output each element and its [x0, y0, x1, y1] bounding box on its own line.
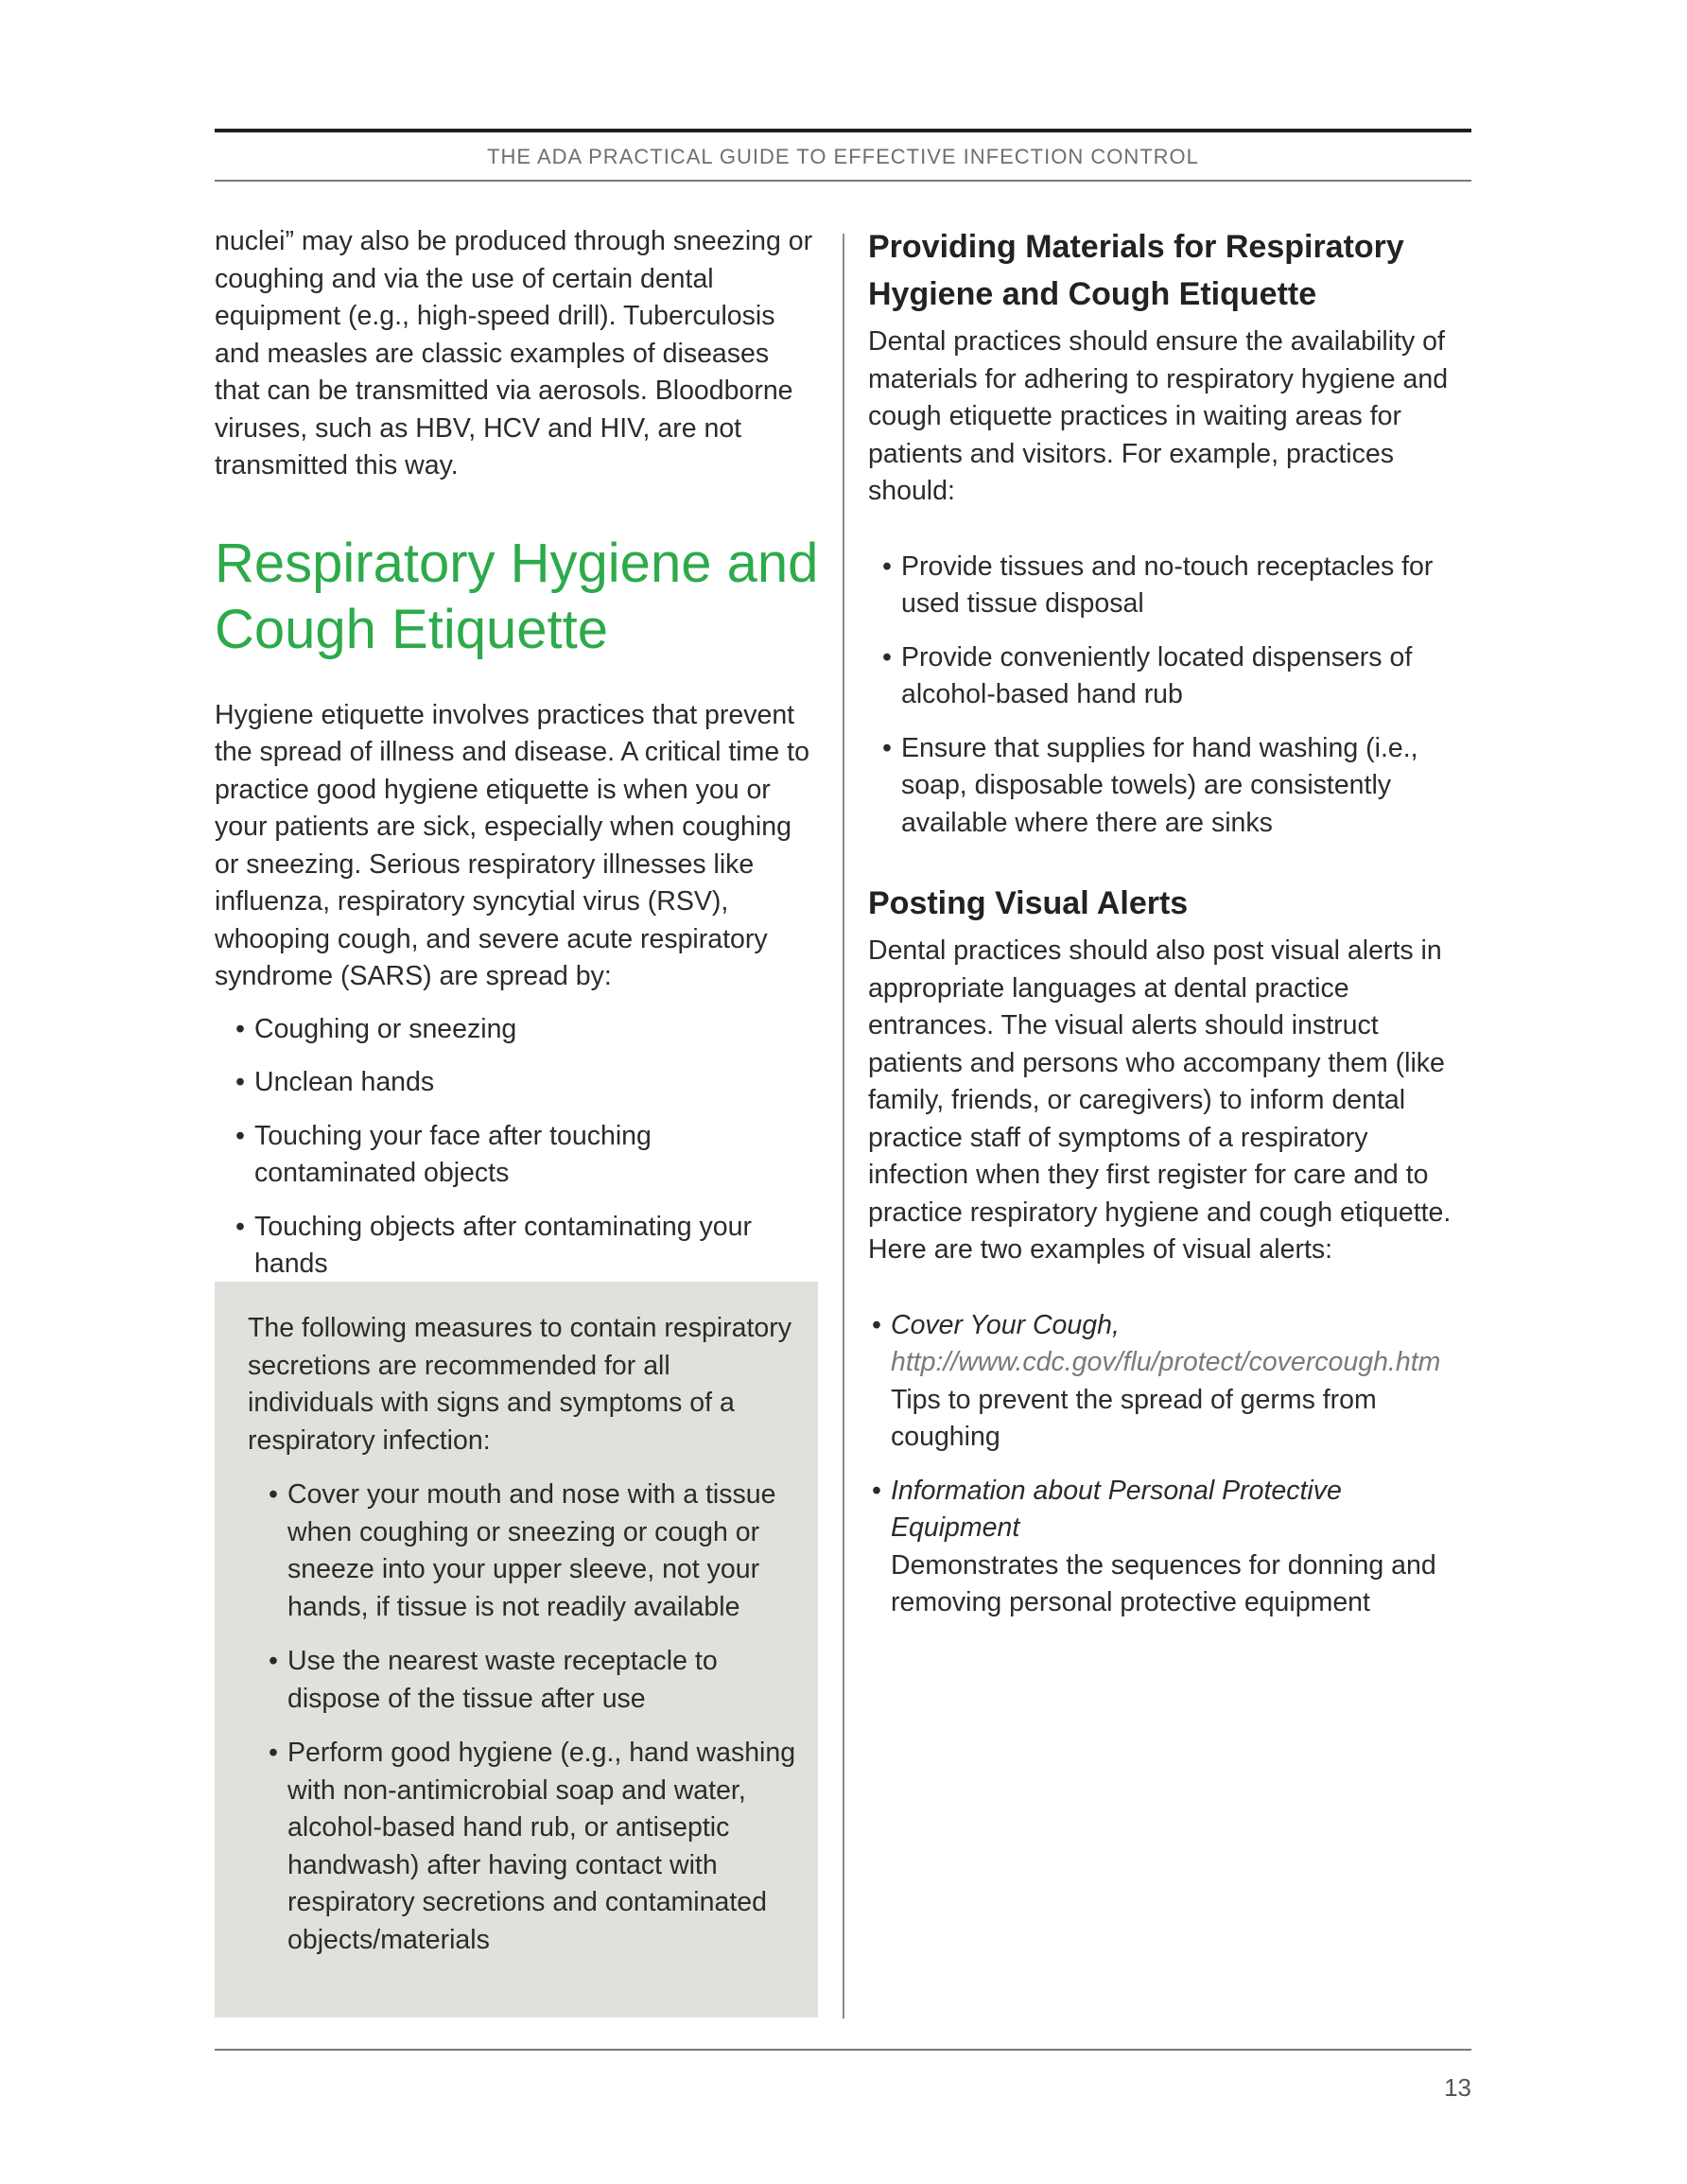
bullet-icon: •: [235, 1013, 245, 1044]
list-item: • Unclean hands: [254, 1064, 820, 1102]
bullet-icon: •: [882, 550, 892, 582]
column-divider: [843, 234, 844, 2018]
right-column: [868, 223, 1473, 1638]
bullet-icon: •: [269, 1479, 278, 1510]
section-heading: [215, 531, 820, 663]
header-underline: [215, 180, 1471, 182]
bullet-icon: •: [235, 1067, 245, 1097]
header-rule: [215, 129, 1471, 132]
materials-heading: Providing Materials for Respiratory Hygiene and Cough Etiquette: [868, 229, 1404, 312]
bullet-icon: •: [269, 1738, 278, 1768]
left-column: [215, 223, 820, 1300]
alert-description: Demonstrates the sequences for donning and removing personal protective equipment: [891, 1549, 1436, 1617]
materials-list: [868, 549, 1473, 843]
bullet-icon: •: [882, 732, 892, 763]
alert-link[interactable]: http://www.cdc.gov/flu/protect/covercough.htm: [891, 1347, 1441, 1377]
alert-description: Tips to prevent the spread of germs from coughing: [891, 1384, 1377, 1452]
list-item: • Provide tissues and no-touch receptacles for used tissue disposal: [901, 549, 1473, 623]
list-item: • Ensure that supplies for hand washing (i.e., soap, disposable towels) are consistently available where there are sinks: [901, 730, 1473, 843]
running-header: THE ADA PRACTICAL GUIDE TO EFFECTIVE INFECTION CONTROL: [487, 145, 1199, 168]
alert-title: Information about Personal Protective Equipment: [891, 1475, 1342, 1543]
list-item: • Touching your face after touching contaminated objects: [254, 1118, 820, 1193]
bullet-icon: •: [872, 1309, 881, 1340]
spread-list: [215, 1011, 820, 1284]
bullet-icon: •: [235, 1211, 245, 1242]
section-heading-line2: Cough Etiquette: [215, 598, 608, 660]
list-item: • Use the nearest waste receptacle to dispose of the tissue after use: [287, 1643, 796, 1718]
list-item: • Cover your mouth and nose with a tissue when coughing or sneezing or cough or sneeze into your upper sleeve, not your hands, if tissue is not readily available: [287, 1476, 796, 1626]
list-item: • Perform good hygiene (e.g., hand washing with non-antimicrobial soap and water, alcohol-based hand rub, or antiseptic handwash) after having contact with respiratory secretions and contaminated objects/materials: [287, 1735, 796, 1959]
callout-intro: The following measures to contain respiratory secretions are recommended for all individuals with signs and symptoms of a respiratory infection:: [248, 1313, 792, 1456]
bullet-icon: •: [269, 1646, 278, 1676]
bullet-icon: •: [882, 641, 892, 673]
list-item: • Coughing or sneezing: [254, 1011, 820, 1049]
callout-content: [248, 1310, 796, 1976]
footer-rule: [215, 2049, 1471, 2051]
hygiene-paragraph: Hygiene etiquette involves practices that prevent the spread of illness and disease. A critical time to practice good hygiene etiquette is when you or your patients are sick, especially when coughing or sneezing. Serious respiratory illnesses like influenza, respiratory syncytial virus (RSV), whooping cough, and severe acute respiratory syndrome (SARS) are spread by:: [215, 699, 809, 991]
list-item: [872, 1307, 1473, 1457]
list-item: • Provide conveniently located dispensers of alcohol-based hand rub: [901, 639, 1473, 714]
page-number: 13: [1444, 2073, 1471, 2102]
intro-paragraph: nuclei” may also be produced through sneezing or coughing and via the use of certain dental equipment (e.g., high-speed drill). Tuberculosis and measles are classic examples of diseases that can be transmitted via aerosols. Bloodborne viruses, such as HBV, HCV and HIV, are not transmitted this way.: [215, 226, 813, 480]
alerts-list: [868, 1307, 1473, 1622]
callout-list: [248, 1476, 796, 1959]
bullet-icon: •: [235, 1120, 245, 1151]
alert-title: Cover Your Cough,: [891, 1309, 1120, 1340]
visual-alerts-paragraph: Dental practices should also post visual alerts in appropriate languages at dental practice entrances. The visual alerts should instruct patients and persons who accompany them (like family, friends, or caregivers) to inform dental practice staff of symptoms of a respiratory infection when they first register for care and to practice respiratory hygiene and cough etiquette. Here are two examples of visual alerts:: [868, 935, 1452, 1265]
visual-alerts-heading: Posting Visual Alerts: [868, 885, 1189, 921]
list-item: • Touching objects after contaminating your hands: [254, 1209, 820, 1284]
bullet-icon: •: [872, 1475, 881, 1506]
materials-paragraph: Dental practices should ensure the availability of materials for adhering to respiratory hygiene and cough etiquette practices in waiting areas for patients and visitors. For example, practices should:: [868, 326, 1449, 506]
list-item: [872, 1473, 1473, 1622]
callout-box: [215, 1282, 818, 2018]
section-heading-line1: Respiratory Hygiene and: [215, 532, 819, 594]
